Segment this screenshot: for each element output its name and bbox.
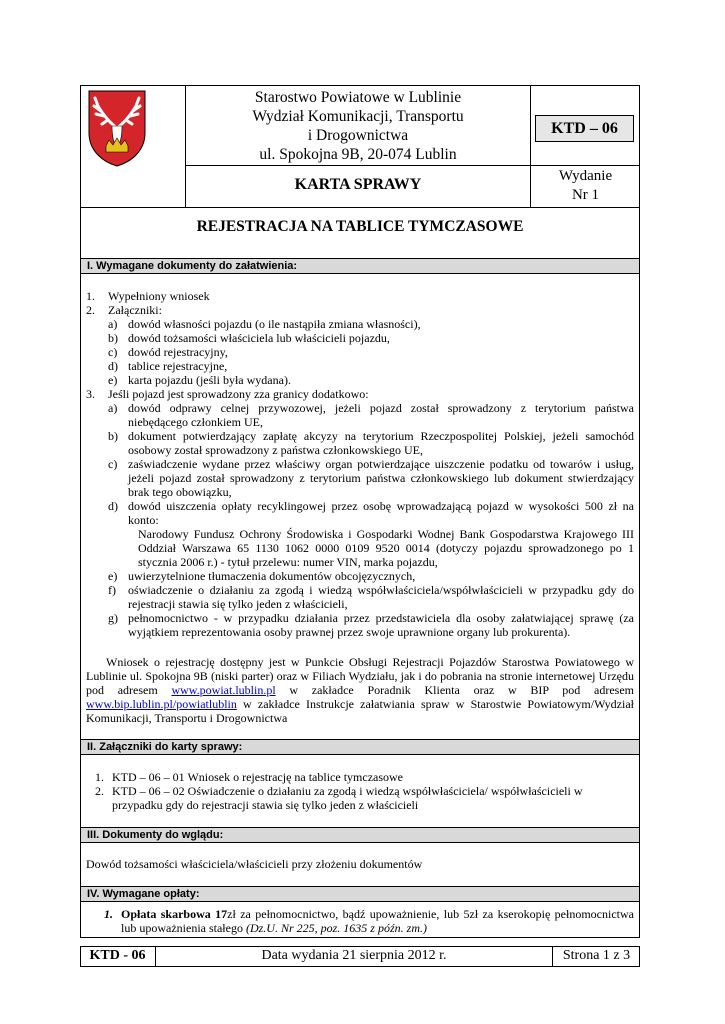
section-heading-2: II. Załączniki do karty sprawy:: [80, 739, 640, 755]
list-item: c) dowód rejestracyjny,: [108, 345, 228, 359]
footer-code: KTD - 06: [89, 948, 146, 963]
list-item: 2. Załączniki:: [86, 303, 162, 317]
list-item: e) uwierzytelnione tłumaczenia dokumentów obcojęzycznych,: [108, 569, 416, 583]
application-note: Wniosek o rejestrację dostępny jest w Punkcie Obsługi Rejestracji Pojazdów Starostwa Powiatowego w Lublinie ul. Spokojna 9B (niski parter) oraz w Filiach Wydziału, jak i do pobrania na stronie internetowej Urzędu pod adresem www.powiat.lublin.pl w zakładce Poradnik Klienta oraz w BIP pod adresem www.bip.lublin.pl/powiatlublin w zakładce Instrukcje załatwiania spraw w Starostwie Powiatowym/Wydział Komunikacji, Transportu i Drogownictwa: [86, 655, 634, 725]
footer-date: Data wydania 21 sierpnia 2012 r.: [261, 948, 447, 963]
powiat-website-link[interactable]: www.powiat.lublin.pl: [171, 683, 276, 697]
list-item: b) dowód tożsamości właściciela lub właścicieli pojazdu,: [108, 331, 390, 345]
office-line: Wydział Komunikacji, Transportu: [252, 108, 464, 125]
edition: [531, 167, 640, 205]
edition-label: Wydanie: [558, 168, 613, 184]
section2-list: [95, 770, 634, 812]
list-item: 3. Jeśli pojazd jest sprowadzony zza granicy dodatkowo:: [86, 387, 369, 401]
section3-text: Dowód tożsamości właściciela/właścicieli przy złożeniu dokumentów: [86, 857, 423, 871]
list-item: c) zaświadczenie wydane przez właściwy organ potwierdzające uiszczenie podatku od towarów i usług, jeżeli pojazd został sprowadzony z terytorium państwa członkowskiego lub dokument stwierdzający brak tego obowiązku,: [108, 457, 634, 499]
footer-page: Strona 1 z 3: [562, 948, 631, 963]
section-heading-3: III. Dokumenty do wglądu:: [80, 827, 640, 843]
office-line: Starostwo Powiatowe w Lublinie: [254, 89, 462, 106]
list-item: 1. Wypełniony wniosek: [86, 289, 210, 303]
section1-list: [86, 289, 634, 639]
edition-number: Nr 1: [571, 187, 600, 203]
list-item: g) pełnomocnictwo - w przypadku działania przez przedstawiciela dla osoby załatwiającej sprawę (za wyjątkiem reprezentowania osoby prawnej przez swoje uprawnione organy lub prokurenta).: [108, 611, 634, 639]
list-item: 2. KTD – 06 – 02 Oświadczenie o działaniu za zgodą i wiedzą współwłaściciela/ współwłaścicieli w przypadku gdy do rejestracji stawia się tylko jeden z właścicieli: [95, 784, 583, 812]
fee-item: 1. Opłata skarbowa 17zł za pełnomocnictwo, bądź upoważnienie, lub 5zł za kserokopię pełnomocnictwa lub upoważnienia stałego (Dz.U. Nr 225, poz. 1635 z późn. zm.): [104, 907, 634, 935]
list-item: f) oświadczenie o działaniu za zgodą i wiedzą współwłaściciela/współwłaścicieli w przypadku gdy do rejestracji stawia się tylko jeden z właścicieli,: [108, 583, 634, 611]
list-item: 1. KTD – 06 – 01 Wniosek o rejestrację na tablice tymczasowe: [95, 770, 404, 784]
list-item: a) dowód odprawy celnej przywozowej, jeżeli pojazd został sprowadzony z terytorium państwa niebędącego członkiem UE,: [108, 401, 634, 429]
document-code: KTD – 06: [535, 115, 634, 142]
office-line: i Drogownictwa: [307, 127, 409, 144]
lublin-crest-icon: [86, 88, 148, 168]
list-item: Narodowy Fundusz Ochrony Środowiska i Gospodarki Wodnej Bank Gospodarstwa Krajowego III Oddział Warszawa 65 1130 1062 0000 0109 9520 0014 (dotyczy pojazdu sprowadzonego po 1 stycznia 2006 r.) - tytuł przelewu: numer VIN, marka pojazdu,: [138, 527, 634, 569]
section-heading-1: I. Wymagane dokumenty do załatwienia:: [80, 258, 640, 274]
page-title: REJESTRACJA NA TABLICE TYMCZASOWE: [196, 218, 524, 235]
list-item: d) dowód uiszczenia opłaty recyklingowej przez osobę wprowadzającą pojazd w wysokości 500 zł na konto:: [108, 499, 634, 527]
list-item: b) dokument potwierdzający zapłatę akcyzy na terytorium Rzeczpospolitej Polskiej, jeżeli samochód osobowy został sprowadzony z państwa członkowskiego UE,: [108, 429, 634, 457]
list-item: d) tablice rejestracyjne,: [108, 359, 228, 373]
office-line: ul. Spokojna 9B, 20-074 Lublin: [259, 146, 457, 163]
card-title: KARTA SPRAWY: [294, 176, 422, 193]
office-name: [186, 88, 530, 164]
section-heading-4: IV. Wymagane opłaty:: [80, 886, 640, 902]
list-item: e) karta pojazdu (jeśli była wydana).: [108, 373, 291, 387]
bip-website-link[interactable]: www.bip.lublin.pl/powiatlublin: [86, 697, 237, 711]
list-item: a) dowód własności pojazdu (o ile nastąpiła zmiana własności),: [108, 317, 421, 331]
